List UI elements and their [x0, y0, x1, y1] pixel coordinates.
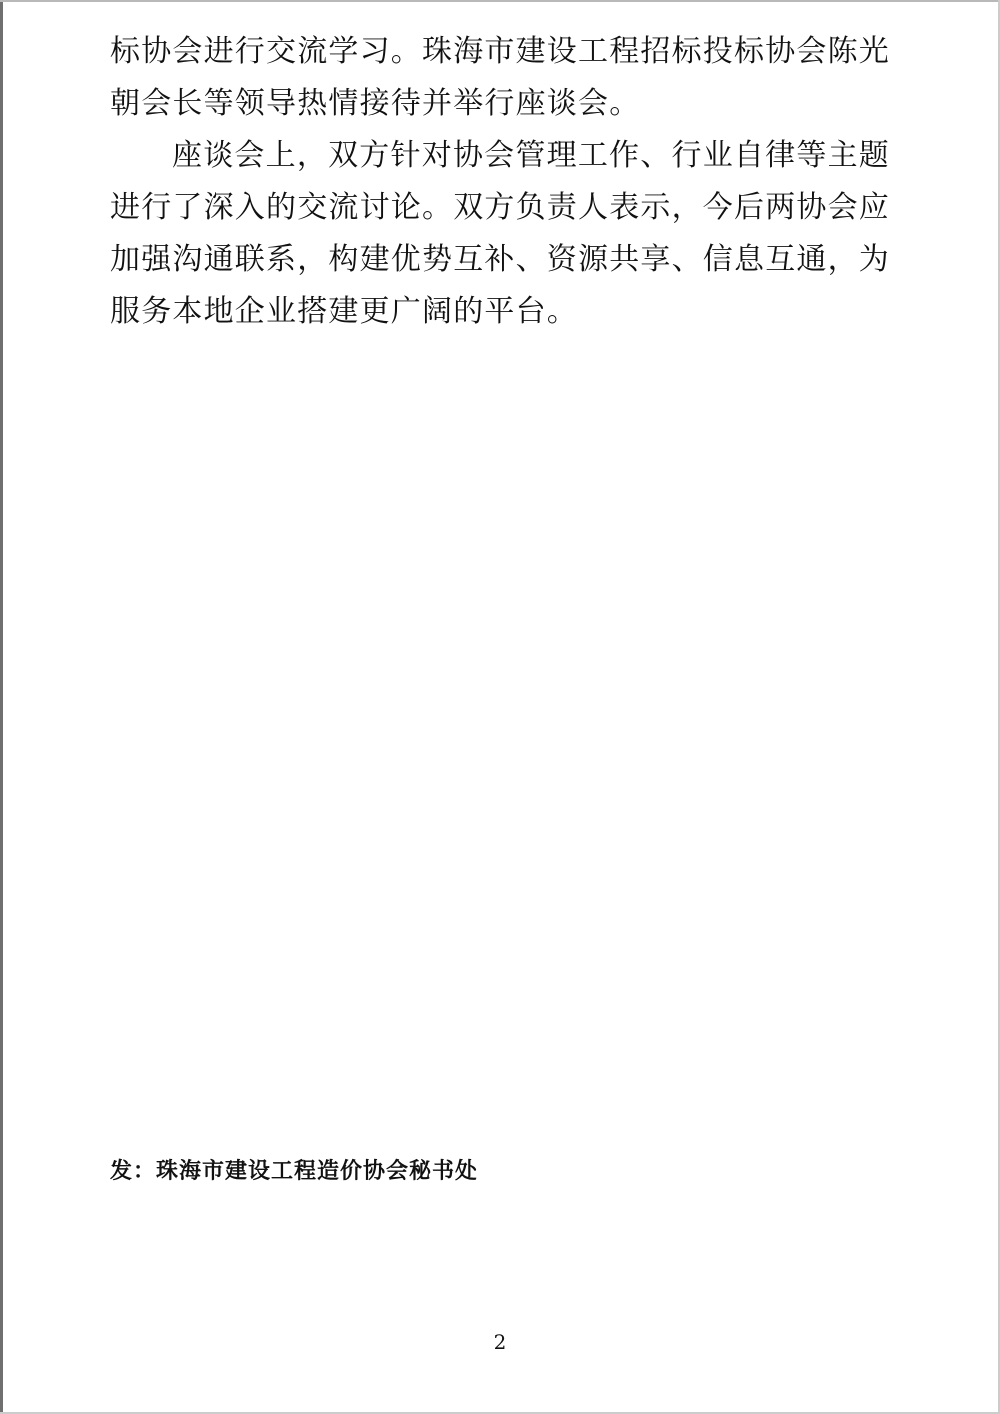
- document-body: [110, 26, 890, 338]
- paragraph-2: 座谈会上，双方针对协会管理工作、行业自律等主题进行了深入的交流讨论。双方负责人表示，今后两协会应加强沟通联系，构建优势互补、资源共享、信息互通，为服务本地企业搭建更广阔的平台。: [110, 138, 890, 329]
- distribution-note: 发：珠海市建设工程造价协会秘书处: [110, 1159, 479, 1184]
- page-edge-left: [0, 0, 3, 1414]
- paragraph-1: 标协会进行交流学习。珠海市建设工程招标投标协会陈光朝会长等领导热情接待并举行座谈会。: [110, 34, 890, 121]
- page-edge-top: [0, 0, 1000, 2]
- page-number: 2: [493, 1330, 507, 1354]
